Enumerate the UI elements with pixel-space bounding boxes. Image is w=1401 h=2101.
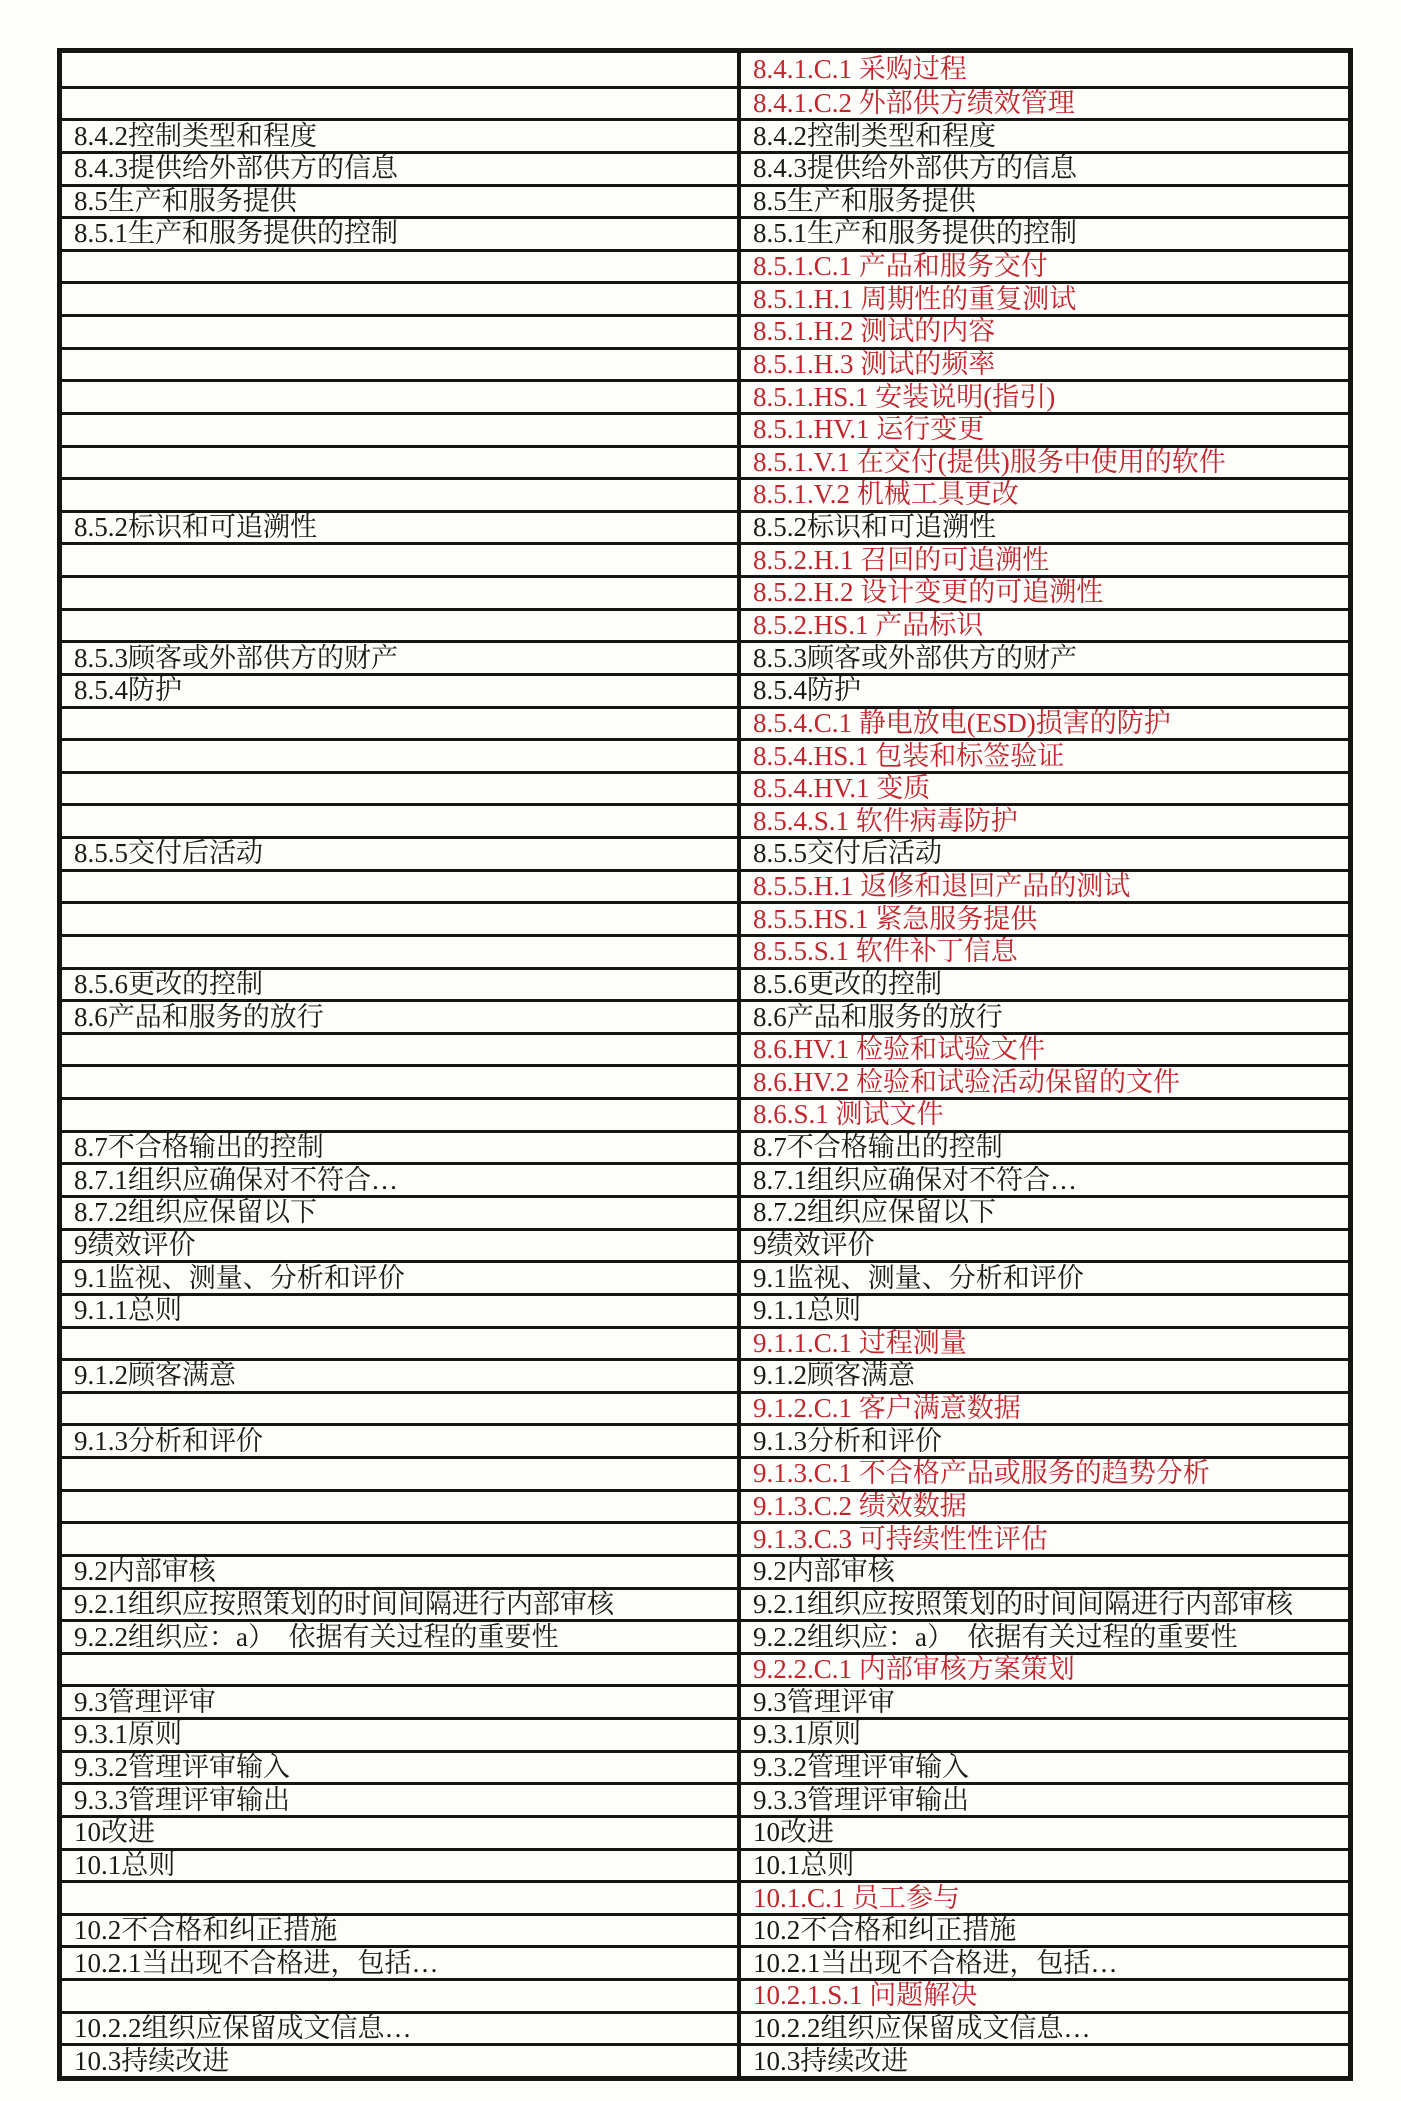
right-clause-cell: 8.4.1.C.2 外部供方绩效管理: [741, 89, 1348, 119]
left-clause-cell: [62, 415, 741, 445]
table-row: [62, 1619, 1348, 1652]
right-clause-cell: 8.5.4.C.1 静电放电(ESD)损害的防护: [741, 709, 1348, 739]
table-row: [62, 1913, 1348, 1946]
table-row: [62, 1652, 1348, 1685]
right-clause-cell: 9.1.3分析和评价: [741, 1426, 1348, 1456]
table-row: [62, 869, 1348, 902]
left-clause-cell: 9.3管理评审: [62, 1687, 741, 1717]
left-clause-cell: [62, 578, 741, 608]
right-clause-cell: 8.5.1.H.1 周期性的重复测试: [741, 284, 1348, 314]
right-clause-cell: 10.2.1当出现不合格进，包括…: [741, 1948, 1348, 1978]
table-row: [62, 216, 1348, 249]
left-clause-cell: [62, 709, 741, 739]
right-clause-cell: 8.5.5.H.1 返修和退回产品的测试: [741, 872, 1348, 902]
right-clause-cell: 8.5.5.S.1 软件补丁信息: [741, 937, 1348, 967]
left-clause-cell: [62, 545, 741, 575]
right-clause-cell: 8.5.1.HV.1 运行变更: [741, 415, 1348, 445]
table-row: [62, 1064, 1348, 1097]
left-clause-cell: 8.5生产和服务提供: [62, 187, 741, 217]
right-clause-cell: 8.5.1.H.3 测试的频率: [741, 350, 1348, 380]
left-clause-cell: [62, 611, 741, 641]
table-row: [62, 1684, 1348, 1717]
left-clause-cell: [62, 448, 741, 478]
left-clause-cell: 8.5.1生产和服务提供的控制: [62, 219, 741, 249]
table-row: [62, 445, 1348, 478]
table-row: [62, 1162, 1348, 1195]
table-row: [62, 1782, 1348, 1815]
left-clause-cell: [62, 904, 741, 934]
right-clause-cell: 8.5.1.HS.1 安装说明(指引): [741, 382, 1348, 412]
left-clause-cell: 9.3.2管理评审输入: [62, 1753, 741, 1783]
right-clause-cell: 8.5.1.H.2 测试的内容: [741, 317, 1348, 347]
right-clause-cell: 10改进: [741, 1818, 1348, 1848]
clause-mapping-table: [57, 48, 1353, 2081]
left-clause-cell: 10改进: [62, 1818, 741, 1848]
right-clause-cell: 8.5.2.HS.1 产品标识: [741, 611, 1348, 641]
left-clause-cell: [62, 1035, 741, 1065]
right-clause-cell: 9.1.2.C.1 客户满意数据: [741, 1394, 1348, 1424]
table-row: [62, 510, 1348, 543]
right-clause-cell: 8.7.1组织应确保对不符合…: [741, 1165, 1348, 1195]
table-row: [62, 1195, 1348, 1228]
right-clause-cell: 8.5.1.V.1 在交付(提供)服务中使用的软件: [741, 448, 1348, 478]
table-row: [62, 249, 1348, 282]
table-row: [62, 1423, 1348, 1456]
left-clause-cell: [62, 1329, 741, 1359]
left-clause-cell: 8.4.3提供给外部供方的信息: [62, 154, 741, 184]
right-clause-cell: 9.2.2.C.1 内部审核方案策划: [741, 1655, 1348, 1685]
right-clause-cell: 9.1.3.C.2 绩效数据: [741, 1492, 1348, 1522]
table-row: [62, 803, 1348, 836]
table-row: [62, 86, 1348, 119]
right-clause-cell: 8.5生产和服务提供: [741, 187, 1348, 217]
left-clause-cell: [62, 317, 741, 347]
right-clause-cell: 9.3管理评审: [741, 1687, 1348, 1717]
right-clause-cell: 8.5.4.HV.1 变质: [741, 774, 1348, 804]
left-clause-cell: [62, 1524, 741, 1554]
left-clause-cell: 9.1监视、测量、分析和评价: [62, 1263, 741, 1293]
left-clause-cell: [62, 53, 741, 86]
right-clause-cell: 8.5.4.S.1 软件病毒防护: [741, 806, 1348, 836]
left-clause-cell: [62, 480, 741, 510]
table-row: [62, 1326, 1348, 1359]
right-clause-cell: 8.5.6更改的控制: [741, 970, 1348, 1000]
table-row: [62, 1456, 1348, 1489]
left-clause-cell: 10.2不合格和纠正措施: [62, 1916, 741, 1946]
table-row: [62, 1945, 1348, 1978]
right-clause-cell: 10.2.2组织应保留成文信息…: [741, 2014, 1348, 2044]
left-clause-cell: 10.3持续改进: [62, 2046, 741, 2076]
table-row: [62, 673, 1348, 706]
right-clause-cell: 9.1.1总则: [741, 1296, 1348, 1326]
right-clause-cell: 8.6产品和服务的放行: [741, 1002, 1348, 1032]
table-row: [62, 53, 1348, 86]
table-row: [62, 314, 1348, 347]
table-row: [62, 1521, 1348, 1554]
left-clause-cell: 8.7不合格输出的控制: [62, 1133, 741, 1163]
left-clause-cell: 9.1.2顾客满意: [62, 1361, 741, 1391]
right-clause-cell: 9.1.1.C.1 过程测量: [741, 1329, 1348, 1359]
table-row: [62, 1293, 1348, 1326]
table-row: [62, 1260, 1348, 1293]
left-clause-cell: 10.1总则: [62, 1851, 741, 1881]
right-clause-cell: 10.1总则: [741, 1851, 1348, 1881]
right-clause-cell: 9.1监视、测量、分析和评价: [741, 1263, 1348, 1293]
table-row: [62, 1489, 1348, 1522]
right-clause-cell: 8.6.HV.2 检验和试验活动保留的文件: [741, 1067, 1348, 1097]
right-clause-cell: 10.3持续改进: [741, 2046, 1348, 2076]
right-clause-cell: 8.4.1.C.1 采购过程: [741, 53, 1348, 86]
right-clause-cell: 8.7不合格输出的控制: [741, 1133, 1348, 1163]
left-clause-cell: [62, 806, 741, 836]
right-clause-cell: 9绩效评价: [741, 1231, 1348, 1261]
right-clause-cell: 10.1.C.1 员工参与: [741, 1883, 1348, 1913]
table-row: [62, 151, 1348, 184]
left-clause-cell: 8.5.6更改的控制: [62, 970, 741, 1000]
left-clause-cell: [62, 1492, 741, 1522]
right-clause-cell: 8.5.1.C.1 产品和服务交付: [741, 252, 1348, 282]
table-row: [62, 706, 1348, 739]
table-row: [62, 184, 1348, 217]
table-row: [62, 2011, 1348, 2044]
right-clause-cell: 8.5.5交付后活动: [741, 839, 1348, 869]
table-row: [62, 1587, 1348, 1620]
table-row: [62, 1358, 1348, 1391]
table-row: [62, 738, 1348, 771]
table-row: [62, 836, 1348, 869]
left-clause-cell: 8.5.2标识和可追溯性: [62, 513, 741, 543]
left-clause-cell: 8.5.4防护: [62, 676, 741, 706]
left-clause-cell: [62, 252, 741, 282]
left-clause-cell: [62, 1459, 741, 1489]
table-row: [62, 379, 1348, 412]
right-clause-cell: 8.5.2.H.2 设计变更的可追溯性: [741, 578, 1348, 608]
left-clause-cell: [62, 1981, 741, 2011]
right-clause-cell: 9.1.3.C.1 不合格产品或服务的趋势分析: [741, 1459, 1348, 1489]
right-clause-cell: 8.4.3提供给外部供方的信息: [741, 154, 1348, 184]
left-clause-cell: 8.7.1组织应确保对不符合…: [62, 1165, 741, 1195]
left-clause-cell: 9.3.3管理评审输出: [62, 1785, 741, 1815]
right-clause-cell: 8.5.4.HS.1 包装和标签验证: [741, 741, 1348, 771]
table-row: [62, 118, 1348, 151]
table-row: [62, 1554, 1348, 1587]
right-clause-cell: 8.5.5.HS.1 紧急服务提供: [741, 904, 1348, 934]
right-clause-cell: 8.5.4防护: [741, 676, 1348, 706]
right-clause-cell: 8.6.HV.1 检验和试验文件: [741, 1035, 1348, 1065]
left-clause-cell: 9.2.2组织应：a） 依据有关过程的重要性: [62, 1622, 741, 1652]
table-row: [62, 1130, 1348, 1163]
left-clause-cell: 8.7.2组织应保留以下: [62, 1198, 741, 1228]
left-clause-cell: [62, 872, 741, 902]
table-row: [62, 347, 1348, 380]
right-clause-cell: 8.4.2控制类型和程度: [741, 121, 1348, 151]
left-clause-cell: 9绩效评价: [62, 1231, 741, 1261]
left-clause-cell: 10.2.1当出现不合格进，包括…: [62, 1948, 741, 1978]
table-row: [62, 1750, 1348, 1783]
left-clause-cell: [62, 1655, 741, 1685]
left-clause-cell: [62, 741, 741, 771]
left-clause-cell: 8.5.5交付后活动: [62, 839, 741, 869]
table-row: [62, 1097, 1348, 1130]
left-clause-cell: [62, 937, 741, 967]
left-clause-cell: 9.2.1组织应按照策划的时间间隔进行内部审核: [62, 1590, 741, 1620]
table-row: [62, 901, 1348, 934]
table-row: [62, 1391, 1348, 1424]
left-clause-cell: [62, 350, 741, 380]
left-clause-cell: 9.1.1总则: [62, 1296, 741, 1326]
table-row: [62, 1848, 1348, 1881]
right-clause-cell: 8.6.S.1 测试文件: [741, 1100, 1348, 1130]
table-row: [62, 2043, 1348, 2076]
left-clause-cell: [62, 1883, 741, 1913]
left-clause-cell: 9.2内部审核: [62, 1557, 741, 1587]
table-row: [62, 640, 1348, 673]
right-clause-cell: 9.2内部审核: [741, 1557, 1348, 1587]
table-row: [62, 542, 1348, 575]
right-clause-cell: 9.3.2管理评审输入: [741, 1753, 1348, 1783]
left-clause-cell: 8.6产品和服务的放行: [62, 1002, 741, 1032]
right-clause-cell: 9.2.2组织应：a） 依据有关过程的重要性: [741, 1622, 1348, 1652]
table-row: [62, 999, 1348, 1032]
left-clause-cell: [62, 89, 741, 119]
left-clause-cell: 9.1.3分析和评价: [62, 1426, 741, 1456]
table-row: [62, 575, 1348, 608]
right-clause-cell: 10.2.1.S.1 问题解决: [741, 1981, 1348, 2011]
table-row: [62, 967, 1348, 1000]
right-clause-cell: 10.2不合格和纠正措施: [741, 1916, 1348, 1946]
table-row: [62, 934, 1348, 967]
left-clause-cell: 8.5.3顾客或外部供方的财产: [62, 643, 741, 673]
table-row: [62, 1717, 1348, 1750]
left-clause-cell: 8.4.2控制类型和程度: [62, 121, 741, 151]
right-clause-cell: 8.5.2.H.1 召回的可追溯性: [741, 545, 1348, 575]
table-row: [62, 771, 1348, 804]
right-clause-cell: 8.7.2组织应保留以下: [741, 1198, 1348, 1228]
table-row: [62, 608, 1348, 641]
table-row: [62, 281, 1348, 314]
table-row: [62, 1815, 1348, 1848]
table-row: [62, 1880, 1348, 1913]
right-clause-cell: 9.3.1原则: [741, 1720, 1348, 1750]
right-clause-cell: 8.5.3顾客或外部供方的财产: [741, 643, 1348, 673]
table-row: [62, 1978, 1348, 2011]
right-clause-cell: 8.5.1.V.2 机械工具更改: [741, 480, 1348, 510]
table-row: [62, 1032, 1348, 1065]
left-clause-cell: [62, 1100, 741, 1130]
left-clause-cell: 9.3.1原则: [62, 1720, 741, 1750]
right-clause-cell: 8.5.2标识和可追溯性: [741, 513, 1348, 543]
left-clause-cell: [62, 1067, 741, 1097]
table-row: [62, 477, 1348, 510]
right-clause-cell: 8.5.1生产和服务提供的控制: [741, 219, 1348, 249]
left-clause-cell: [62, 284, 741, 314]
left-clause-cell: 10.2.2组织应保留成文信息…: [62, 2014, 741, 2044]
right-clause-cell: 9.3.3管理评审输出: [741, 1785, 1348, 1815]
right-clause-cell: 9.1.2顾客满意: [741, 1361, 1348, 1391]
left-clause-cell: [62, 1394, 741, 1424]
table-row: [62, 412, 1348, 445]
right-clause-cell: 9.1.3.C.3 可持续性性评估: [741, 1524, 1348, 1554]
left-clause-cell: [62, 382, 741, 412]
right-clause-cell: 9.2.1组织应按照策划的时间间隔进行内部审核: [741, 1590, 1348, 1620]
left-clause-cell: [62, 774, 741, 804]
table-row: [62, 1228, 1348, 1261]
